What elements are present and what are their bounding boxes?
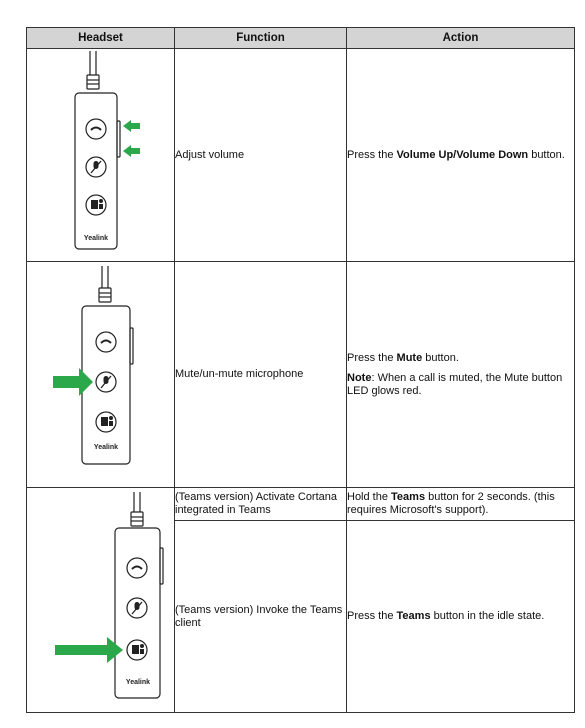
headset-remote-illustration [27,262,174,487]
mute-arrow-icon [53,368,93,396]
note-text: Note: When a call is muted, the Mute button LED glows red. [347,371,563,397]
brand-logo: Yealink [125,679,151,686]
headset-illustration-cell [27,488,175,713]
action-cell [347,488,575,521]
function-text: Adjust volume [175,148,245,161]
table-row [27,49,575,262]
brand-logo: Yealink [93,444,119,451]
function-text: Mute/un-mute microphone [175,368,304,380]
action-cell [347,262,575,488]
function-text: (Teams version) Invoke the Teams client [175,603,343,629]
brand-logo: Yealink [83,235,109,242]
function-cell [175,521,347,713]
function-text: (Teams version) Activate Cortana integrated in Teams [175,491,338,517]
action-cell [347,521,575,713]
action-text: Press the Volume Up/Volume Down button. [347,148,565,161]
headset-illustration-cell [27,262,175,488]
volume-down-arrow-icon [123,145,140,157]
action-text: Press the Mute button. [347,351,459,364]
teams-arrow-icon [55,637,123,663]
headset-illustration-cell [27,49,175,262]
headset-remote-illustration [27,488,174,712]
header-row [27,28,575,49]
action-text: Hold the Teams button for 2 seconds. (this requires Microsoft's support). [347,491,555,517]
mic-muted-icon [101,376,111,388]
volume-up-arrow-icon [123,120,140,132]
table-row [27,262,575,488]
function-cell [175,488,347,521]
mic-muted-icon [91,161,101,173]
action-text: Press the Teams button in the idle state. [347,610,545,623]
teams-icon [101,416,113,426]
function-cell [175,262,347,488]
headset-controls-table [26,27,575,713]
header-action: Action [347,28,575,49]
table-row [27,488,575,521]
header-function: Function [175,28,347,49]
teams-icon [132,644,144,654]
function-cell [175,49,347,262]
headset-remote-illustration [27,49,174,261]
teams-icon [91,199,103,209]
action-cell [347,49,575,262]
header-headset: Headset [27,28,175,49]
mic-muted-icon [132,602,142,614]
